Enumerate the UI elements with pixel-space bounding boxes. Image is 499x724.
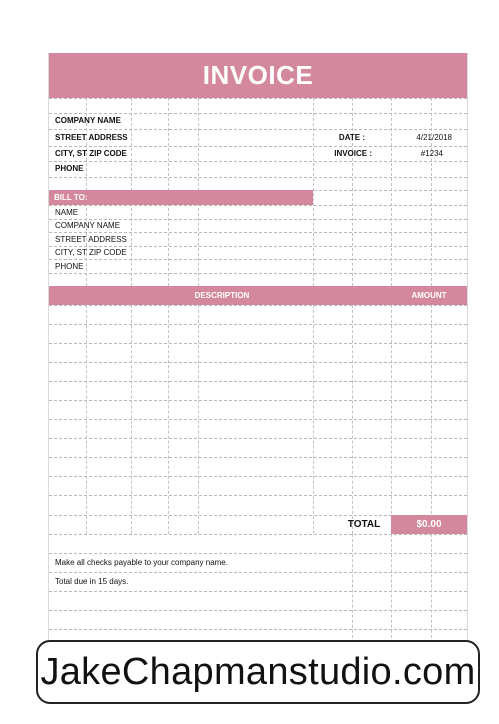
grid-line <box>391 305 392 534</box>
grid-line <box>49 438 467 439</box>
grid-line <box>131 305 132 534</box>
total-value: $0.00 <box>391 515 467 534</box>
grid-line <box>49 362 467 363</box>
grid-line <box>49 232 467 233</box>
grid-line <box>49 457 467 458</box>
invoice-sheet <box>48 53 468 653</box>
grid-line <box>391 98 392 286</box>
bill-to-street-address: STREET ADDRESS <box>55 235 127 244</box>
grid-line <box>431 98 432 286</box>
grid-line <box>352 305 353 534</box>
grid-line <box>352 534 353 653</box>
invoice-number-value: #1234 <box>420 149 443 158</box>
grid-line <box>431 534 432 653</box>
checks-payable-note: Make all checks payable to your company name. <box>55 558 228 567</box>
grid-line <box>198 305 199 534</box>
grid-line <box>49 177 467 178</box>
grid-line <box>49 572 467 573</box>
grid-line <box>49 205 467 206</box>
invoice-title: INVOICE <box>49 53 467 98</box>
from-city-st-zip: CITY, ST ZIP CODE <box>55 149 127 158</box>
grid-line <box>49 129 467 130</box>
grid-line <box>49 400 467 401</box>
date-label: DATE : <box>338 133 365 142</box>
bill-to-header: BILL TO: <box>49 190 313 205</box>
grid-line <box>391 534 392 653</box>
grid-line <box>49 476 467 477</box>
grid-line <box>49 273 467 274</box>
grid-line <box>49 495 467 496</box>
description-column-header: DESCRIPTION <box>194 291 250 300</box>
bill-to-name: NAME <box>55 208 79 217</box>
invoice-number-label: INVOICE : <box>334 149 372 158</box>
grid-line <box>431 305 432 534</box>
grid-line <box>49 146 467 147</box>
bill-to-company-name: COMPANY NAME <box>55 221 121 230</box>
payment-terms-note: Total due in 15 days. <box>55 577 129 586</box>
grid-line <box>49 591 467 592</box>
from-street-address: STREET ADDRESS <box>55 133 128 142</box>
items-table-header <box>49 286 467 305</box>
grid-line <box>49 534 467 535</box>
amount-column-header: AMOUNT <box>411 291 447 300</box>
grid-line <box>313 305 314 534</box>
bill-to-phone: PHONE <box>55 262 84 271</box>
grid-line <box>49 343 467 344</box>
grid-line <box>49 381 467 382</box>
grid-line <box>352 98 353 286</box>
grid-line <box>86 305 87 534</box>
grid-line <box>49 324 467 325</box>
grid-line <box>49 161 467 162</box>
grid-line <box>49 629 467 630</box>
grid-line <box>49 553 467 554</box>
from-phone: PHONE <box>55 164 84 173</box>
grid-line <box>49 259 467 260</box>
grid-line <box>49 610 467 611</box>
total-label: TOTAL <box>347 519 381 530</box>
watermark-banner: JakeChapmanstudio.com <box>36 640 480 704</box>
bill-to-city-st-zip: CITY, ST ZIP CODE <box>55 248 127 257</box>
from-company-name: COMPANY NAME <box>55 116 121 125</box>
grid-line <box>49 98 467 99</box>
grid-line <box>49 419 467 420</box>
grid-line <box>168 305 169 534</box>
grid-line <box>49 305 467 306</box>
grid-line <box>49 113 467 114</box>
date-value: 4/21/2018 <box>416 133 452 142</box>
grid-line <box>313 98 314 286</box>
